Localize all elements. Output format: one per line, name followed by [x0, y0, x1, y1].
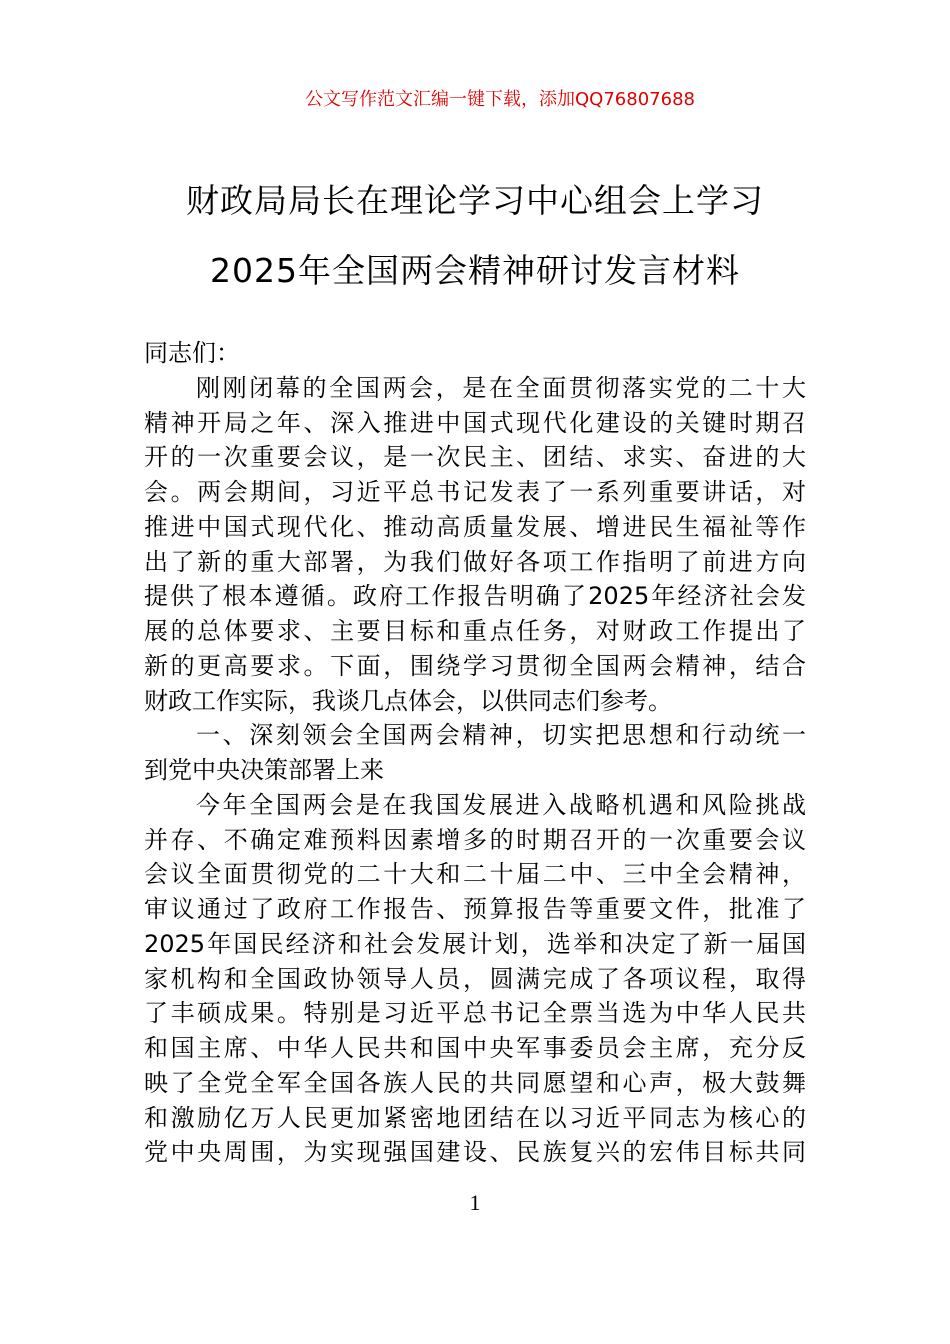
text-line: 会。两会期间，习近平总书记发表了一系列重要讲话，对 [144, 478, 806, 506]
text-line: 家机构和全国政协领导人员，圆满完成了各项议程，取得 [144, 964, 806, 993]
text-line: 一、深刻领会全国两会精神，切实把思想和行动统一 [196, 721, 806, 750]
text-line: 并存、不确定难预料因素增多的时期召开的一次重要会议 [144, 825, 806, 854]
text-line: 财政工作实际，我谈几点体会，以供同志们参考。 [144, 686, 672, 715]
page-number: 1 [469, 1190, 481, 1215]
text-line: 刚刚闭幕的全国两会，是在全面贯彻落实党的二十大 [196, 373, 806, 402]
download-notice: 公文写作范文汇编一键下载，添加QQ76807688 [305, 89, 695, 110]
text-line: 2025年国民经济和社会发展计划，选举和决定了新一届国 [144, 929, 806, 958]
text-line: 出了新的重大部署，为我们做好各项工作指明了前进方向 [144, 547, 806, 576]
text-line: 推进中国式现代化、推动高质量发展、增进民生福祉等作 [144, 512, 806, 541]
text-line: 和激励亿万人民更加紧密地团结在以习近平同志为核心的 [144, 1103, 806, 1132]
text-line: 展的总体要求、主要目标和重点任务，对财政工作提出了 [144, 617, 806, 645]
text-line: 审议通过了政府工作报告、预算报告等重要文件，批准了 [144, 895, 806, 923]
document-body [144, 336, 806, 1170]
document-title-line-1: 财政局局长在理论学习中心组会上学习 [186, 181, 764, 220]
text-line: 映了全党全军全国各族人民的共同愿望和心声，极大鼓舞 [144, 1068, 806, 1097]
document-title-line-2: 2025年全国两会精神研讨发言材料 [210, 251, 740, 290]
text-line: 精神开局之年、深入推进中国式现代化建设的关键时期召 [144, 408, 806, 437]
text-line: 党中央周围，为实现强国建设、民族复兴的宏伟目标共同 [144, 1138, 806, 1167]
text-line: 到党中央决策部署上来 [144, 756, 384, 784]
text-line: 同志们： [144, 339, 240, 367]
text-line: 提供了根本遵循。政府工作报告明确了2025年经济社会发 [144, 582, 806, 611]
text-line: 新的更高要求。下面，围绕学习贯彻全国两会精神，结合 [144, 651, 806, 680]
text-line: 了丰硕成果。特别是习近平总书记全票当选为中华人民共 [144, 999, 806, 1028]
text-line: 开的一次重要会议，是一次民主、团结、求实、奋进的大 [144, 443, 806, 472]
text-line: 今年全国两会是在我国发展进入战略机遇和风险挑战 [196, 790, 806, 819]
text-line: 会议全面贯彻党的二十大和二十届二中、三中全会精神， [144, 860, 806, 889]
text-line: 和国主席、中华人民共和国中央军事委员会主席，充分反 [144, 1034, 806, 1062]
